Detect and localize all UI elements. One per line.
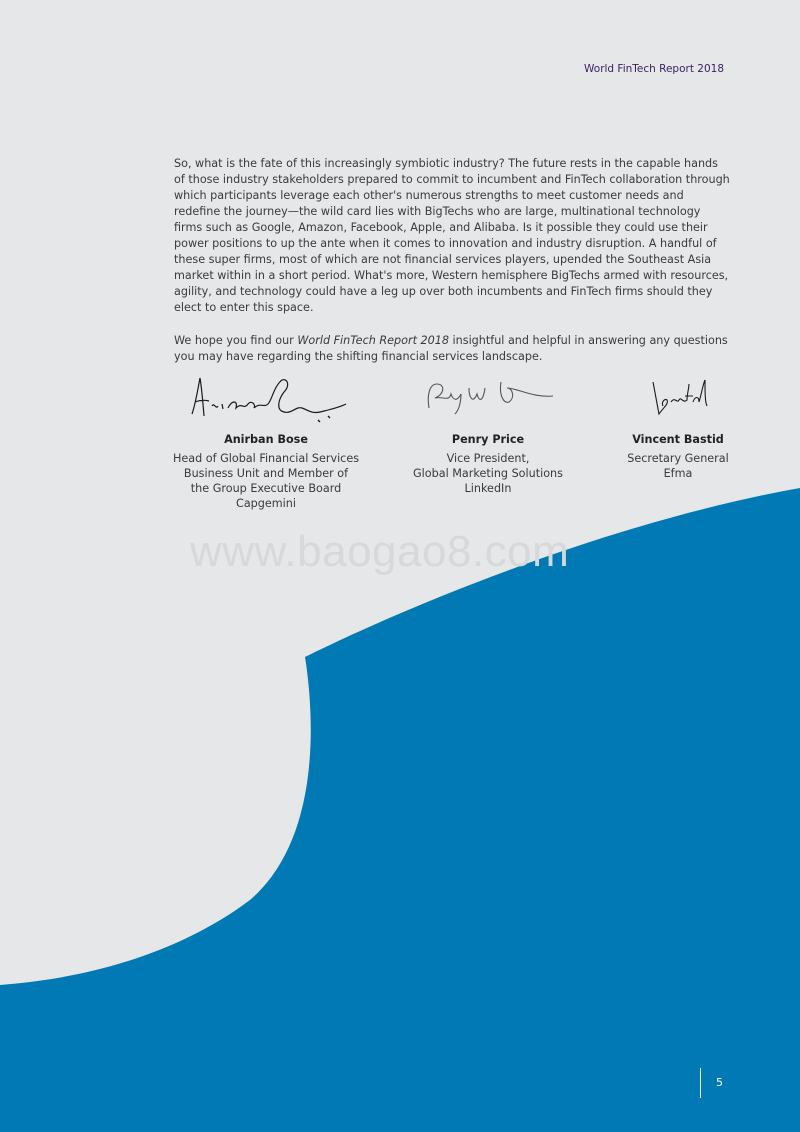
watermark: www.baogao8.com (190, 527, 570, 576)
signatory-name: Penry Price (451, 433, 525, 446)
role-line: Secretary General (627, 452, 729, 465)
signatory-role (166, 451, 366, 511)
signature-drawing-2 (413, 374, 563, 424)
signatory-role (398, 451, 578, 496)
signatory-vincent-bastid (600, 368, 756, 481)
role-line: LinkedIn (464, 482, 512, 495)
signature-anirban-bose (166, 368, 366, 432)
signatory-penry-price (398, 368, 578, 496)
role-line: Global Marketing Solutions (413, 467, 563, 480)
signature-penry-price (398, 368, 578, 432)
role-line: Capgemini (236, 497, 296, 510)
report-name-italic: World FinTech Report 2018 (297, 334, 449, 347)
signatory-anirban-bose (166, 368, 366, 511)
signatory-name: Anirban Bose (224, 433, 308, 446)
report-title: World FinTech Report 2018 (584, 63, 724, 75)
paragraph-1: So, what is the fate of this increasingly symbiotic industry? The future rests in the capable hands of those industry stakeholders prepared to commit to incumbent and FinTech collaboration through which participants leverage each other's numerous strengths to meet customer needs and redefine the journey—the wild card lies with BigTechs who are large, multinational technology firms such as Google, Amazon, Facebook, Apple, and Alibaba. Is it possible they could use their power positions to up the ante when it comes to innovation and industry disruption. A handful of these super firms, most of which are not financial services players, upended the Southeast Asia market within in a short period. What's more, Western hemisphere BigTechs armed with resources, agility, and technology could have a leg up over both incumbents and FinTech firms should they elect to enter this space. (174, 157, 730, 314)
signatory-name: Vincent Bastid (632, 433, 724, 446)
page-number: 5 (716, 1076, 723, 1089)
signature-drawing-1 (178, 374, 354, 430)
signatory-role (600, 451, 756, 481)
role-line: Business Unit and Member of (183, 467, 349, 480)
paragraph-2-prefix: We hope you find our (174, 334, 298, 347)
signature-vincent-bastid (600, 368, 756, 432)
body-text (174, 156, 730, 382)
paragraph-2-suffix: insightful and helpful in answering any questions you may have regarding the shifting financial services landscape. (174, 334, 728, 363)
role-line: Efma (663, 467, 693, 480)
role-line: Head of Global Financial Services (172, 452, 360, 465)
footer-divider (700, 1068, 701, 1098)
signature-drawing-3 (643, 374, 713, 422)
paragraph-2 (174, 333, 730, 365)
role-line: Vice President, (446, 452, 530, 465)
role-line: the Group Executive Board (190, 482, 342, 495)
